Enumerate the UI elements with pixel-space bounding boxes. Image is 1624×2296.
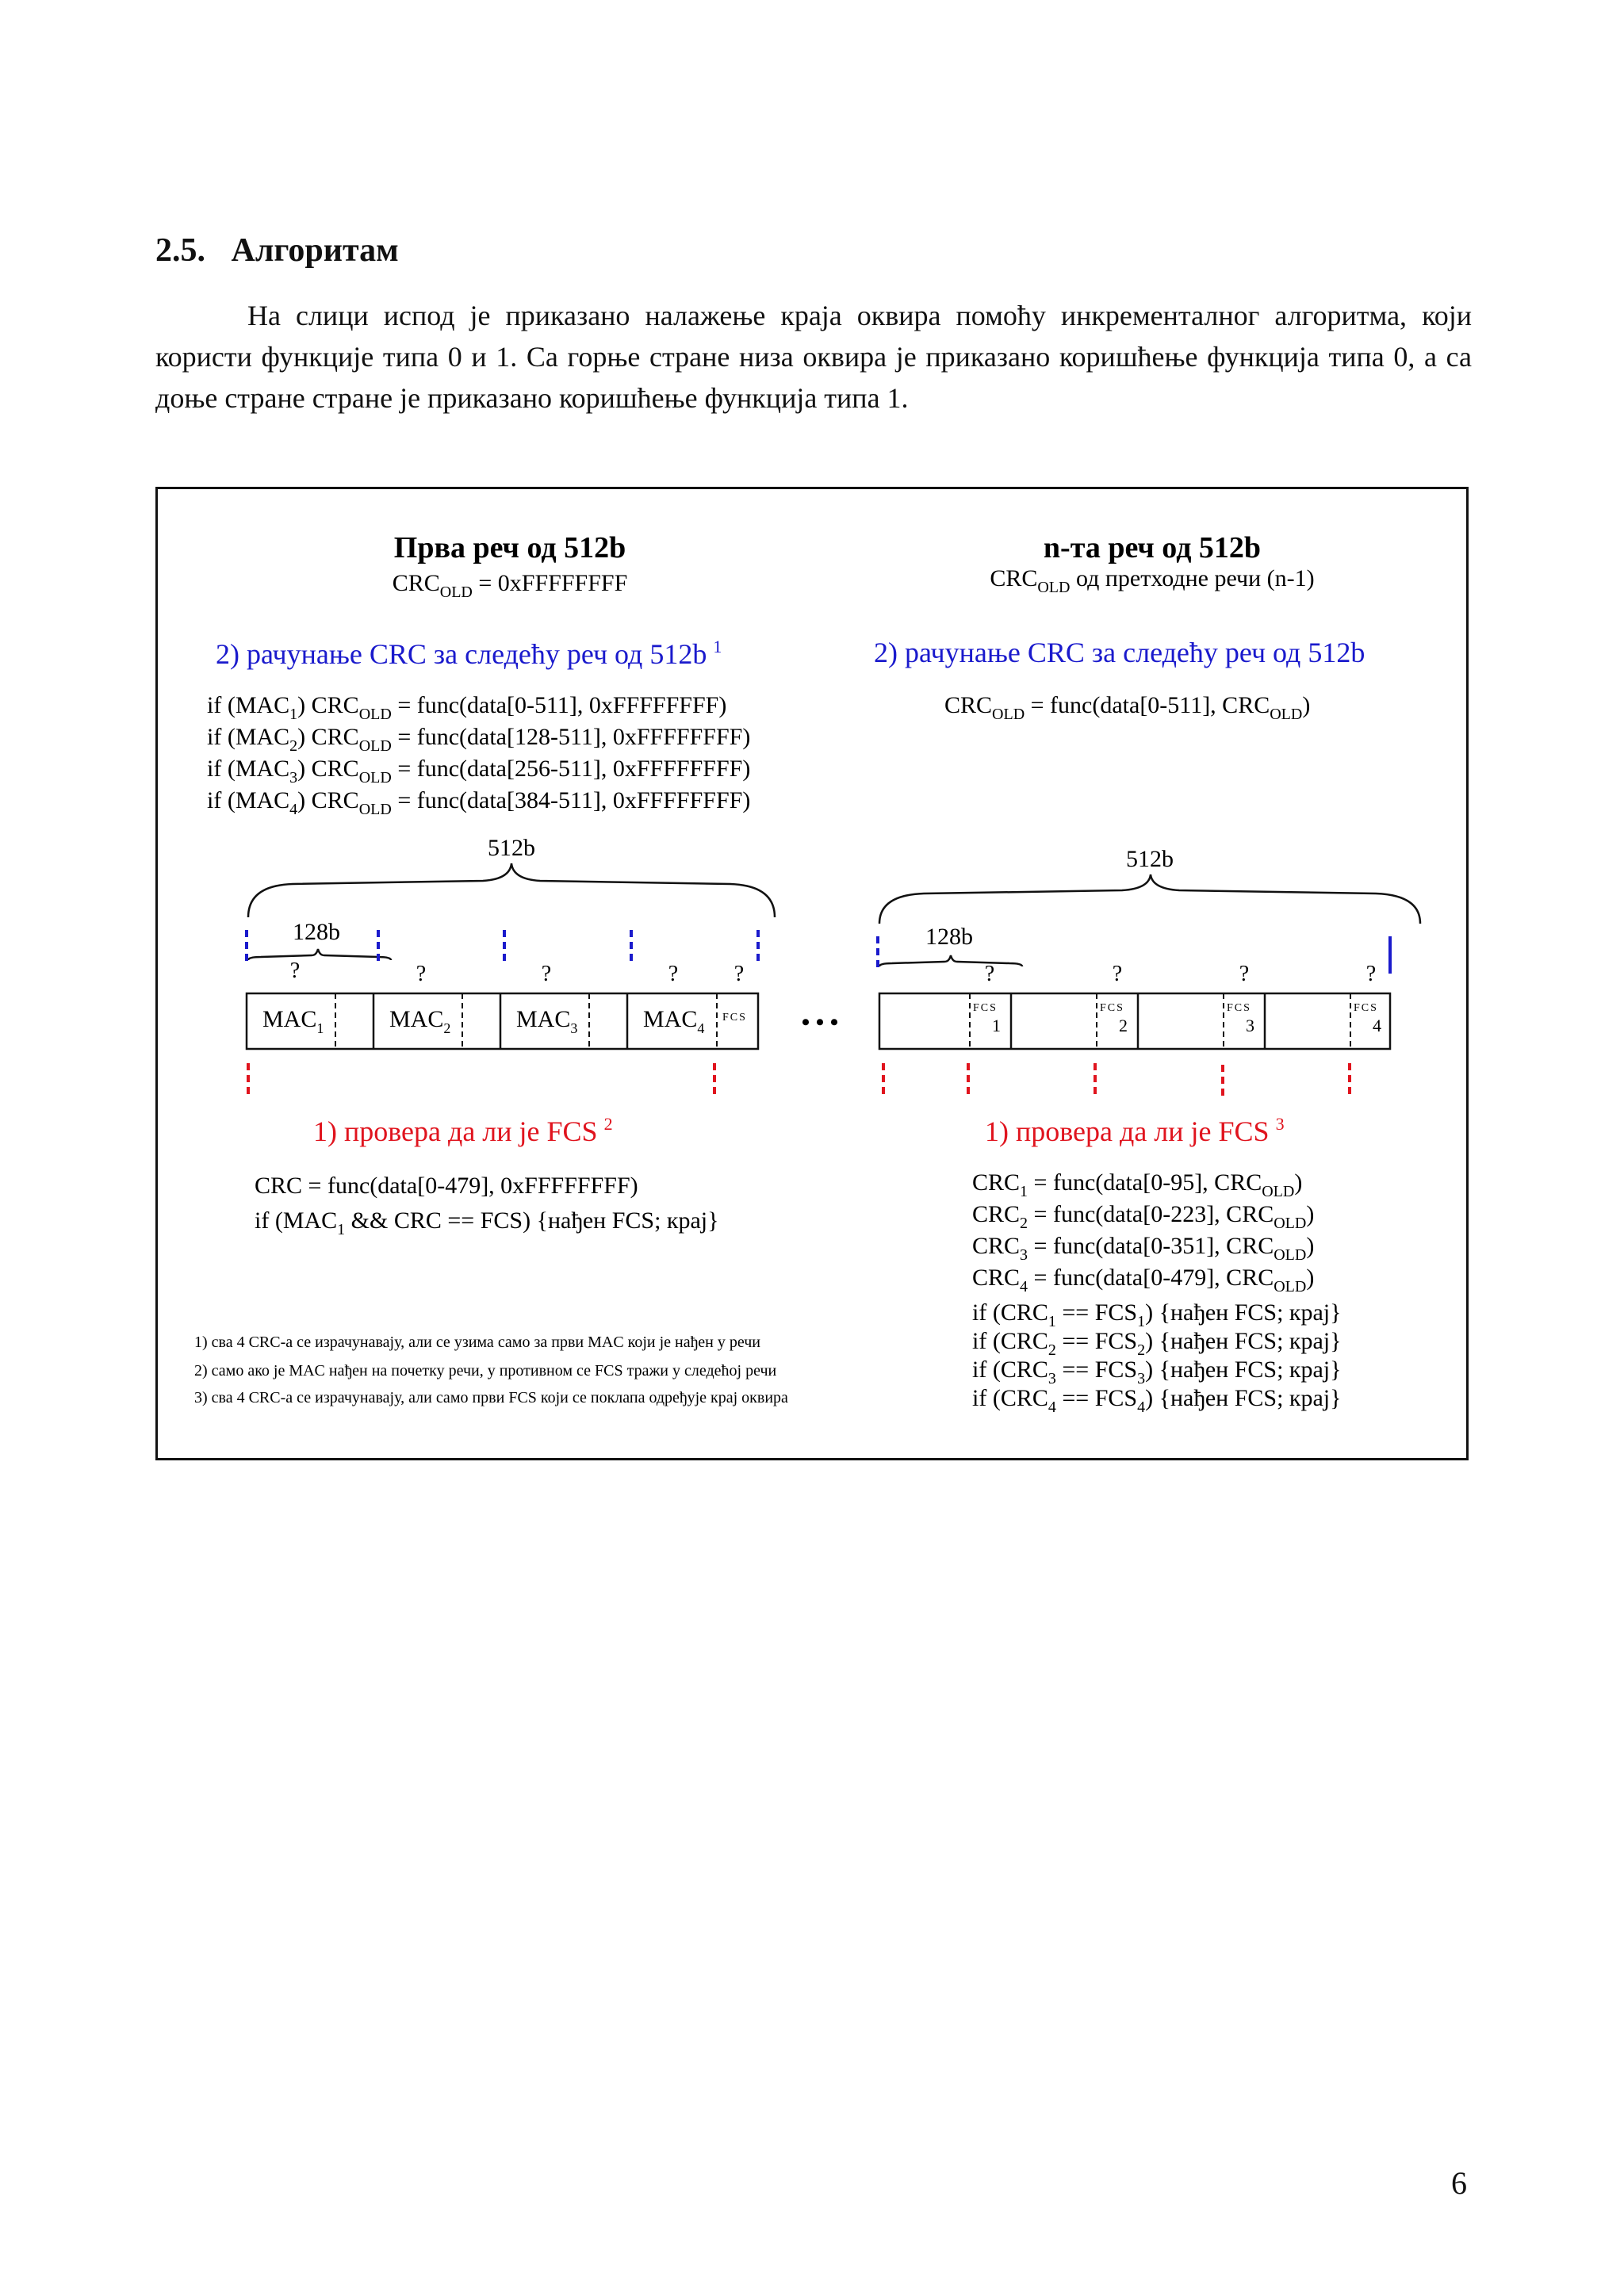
right-cell-fcs-4-num: 4 (1373, 1016, 1381, 1035)
left-brace-128 (248, 949, 391, 960)
footnote-2: 2) само ако је MAC нађен на почетку речи, у противном се FCS тражи у следећој речи (194, 1362, 777, 1380)
paragraph-line-3: функција типа 0, а са доње стране стране је приказано коришћење функција типа 1. (155, 341, 1473, 414)
right-frame-box (879, 993, 1390, 1049)
right-compute-heading: 2) рачунање CRC за следећу реч од 512b (874, 637, 1365, 668)
footnotes (194, 1334, 788, 1406)
left-frame-row (247, 993, 758, 1049)
right-brace-512-label: 512b (1126, 846, 1174, 872)
left-check-line-2: if ($MAC_1$ && CRC == FCS) {нађен FCS; крај} (255, 1207, 719, 1238)
left-formula-4: if $(MAC_4) CRC_{OLD}$ = func(data[384-511], 0xFFFFFFFF) (207, 787, 751, 818)
section-number: 2.5. (155, 232, 205, 269)
right-crc-line-2: $CRC_2$ = func(data[0-223], $CRC_{OLD}$) (972, 1201, 1315, 1232)
left-cell-fcs: FCS (722, 1012, 747, 1024)
right-question-marks (985, 962, 1376, 986)
right-crc-init: $CRC_{OLD}$ од претходне речи (n-1) (990, 565, 1315, 596)
right-cell-fcs-1-num: 1 (992, 1016, 1001, 1035)
left-question-3: ? (541, 962, 552, 986)
right-question-1: ? (984, 962, 995, 986)
left-brace-128-label: 128b (293, 919, 340, 945)
left-question-4: ? (668, 962, 679, 986)
right-crc-line-4: $CRC_4$ = func(data[0-479], $CRC_{OLD}$) (972, 1265, 1315, 1295)
right-title: n-та реч од 512b (1043, 531, 1262, 564)
left-red-markers (248, 1063, 714, 1098)
page-number: 6 (1451, 2165, 1467, 2201)
right-cell-fcs-2-label: FCS (1100, 1002, 1124, 1014)
right-crc-line-3: $CRC_3$ = func(data[0-351], $CRC_{OLD}$) (972, 1233, 1315, 1264)
left-question-5: ? (733, 962, 745, 986)
left-formula-1: if $(MAC_1) CRC_{OLD}$ = func(data[0-511], 0xFFFFFFFF) (207, 692, 727, 723)
left-compute-heading: 2) рачунање CRC за следећу реч од 512b $^1$ (216, 637, 722, 670)
paragraph-line-1: На слици испод је приказано налажење краја оквира помоћу инкременталног алгоритма, (247, 300, 1408, 331)
right-brace-128-label: 128b (925, 924, 973, 950)
paragraph-line-2: који користи функције типа 0 и 1. Са горње стране низа оквира је приказано коришћење (155, 300, 1472, 373)
left-formulas (207, 692, 750, 818)
right-if-line-3: if $(CRC_3 == FCS_3)$ {нађен FCS; крај} (972, 1357, 1342, 1387)
left-crc-init: $CRC_{OLD}$ = 0xFFFFFFFF (392, 570, 628, 601)
right-cell-fcs-2-num: 2 (1119, 1016, 1128, 1035)
right-cell-fcs-1-label: FCS (973, 1002, 998, 1014)
right-crc-lines (972, 1169, 1314, 1295)
section-title: Алгоритам (231, 232, 399, 269)
left-check-line-1: CRC = func(data[0-479], 0xFFFFFFFF) (255, 1173, 638, 1199)
left-question-marks (290, 959, 744, 986)
left-brace-512 (248, 863, 775, 917)
right-red-markers (883, 1063, 1350, 1100)
footnote-1: 1) сва 4 CRC-а се израчунавају, али се узима само за први MAC који је нађен у речи (194, 1334, 761, 1351)
left-question-2: ? (416, 962, 427, 986)
right-cell-fcs-3-label: FCS (1227, 1002, 1251, 1014)
frame-ellipsis: • • • (801, 1009, 839, 1035)
right-brace-128 (879, 955, 1022, 966)
left-cell-mac-3: $MAC_3$ (516, 1006, 578, 1036)
intro-paragraph (155, 295, 1472, 419)
right-cell-fcs-4-label: FCS (1354, 1002, 1378, 1014)
right-cell-fcs-3-num: 3 (1246, 1016, 1254, 1035)
right-crc-line-1: $CRC_1$ = func(data[0-95], $CRC_{OLD}$) (972, 1169, 1303, 1200)
section-heading (155, 232, 399, 270)
left-formula-2: if $(MAC_2) CRC_{OLD}$ = func(data[128-511], 0xFFFFFFFF) (207, 724, 751, 755)
left-check-heading: 1) провера да ли је FCS $^2$ (313, 1114, 613, 1147)
left-brace-512-label: 512b (488, 835, 535, 861)
right-if-line-4: if $(CRC_4 == FCS_4)$ {нађен FCS; крај} (972, 1385, 1342, 1416)
left-title: Прва реч од 512b (393, 531, 626, 564)
right-formula: $CRC_{OLD}$ = func(data[0-511], $CRC_{OLD}$) (944, 692, 1311, 723)
left-question-1: ? (289, 959, 301, 983)
left-cell-mac-4: $MAC_4$ (643, 1006, 705, 1036)
right-check-heading: 1) провера да ли је FCS $^3$ (985, 1114, 1285, 1147)
left-cell-mac-2: $MAC_2$ (389, 1006, 451, 1036)
right-brace-512 (879, 874, 1420, 924)
right-frame-row (879, 993, 1390, 1049)
right-question-4: ? (1365, 962, 1377, 986)
right-if-line-1: if $(CRC_1 == FCS_1)$ {нађен FCS; крај} (972, 1299, 1342, 1330)
right-if-line-2: if $(CRC_2 == FCS_2)$ {нађен FCS; крај} (972, 1328, 1342, 1359)
left-formula-3: if $(MAC_3) CRC_{OLD}$ = func(data[256-511], 0xFFFFFFFF) (207, 756, 751, 786)
left-cell-mac-1: $MAC_1$ (262, 1006, 324, 1036)
algorithm-diagram (158, 489, 1466, 1458)
footnote-3: 3) сва 4 CRC-а се израчунавају, али само први FCS који се поклапа одређује крај оквира (194, 1389, 788, 1406)
right-question-2: ? (1112, 962, 1123, 986)
right-question-3: ? (1239, 962, 1250, 986)
algorithm-figure (155, 487, 1469, 1460)
right-if-lines (972, 1299, 1342, 1416)
